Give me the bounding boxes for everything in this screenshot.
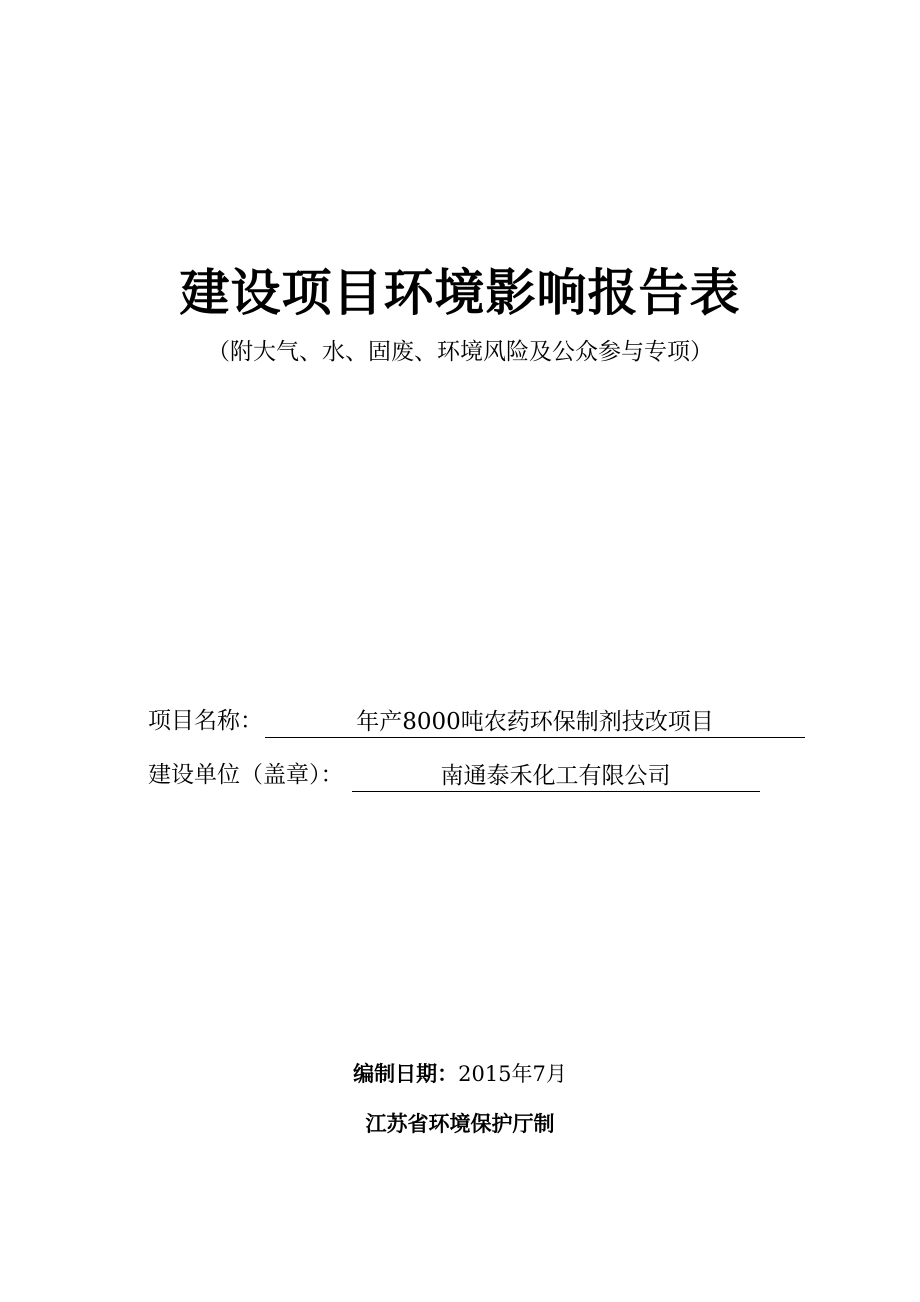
project-name-row <box>148 704 805 738</box>
project-name-label: 项目名称： <box>148 708 263 734</box>
project-name-value: 年产8000吨农药环保制剂技改项目 <box>265 707 805 738</box>
compile-date-value: 2015年7月 <box>458 1062 567 1086</box>
construction-unit-label: 建设单位（盖章）： <box>148 762 344 788</box>
compile-date-label: 编制日期： <box>353 1062 459 1086</box>
construction-unit-row <box>148 758 760 792</box>
report-subtitle: （附大气、水、固废、环境风险及公众参与专项） <box>207 339 713 365</box>
report-title: 建设项目环境影响报告表 <box>179 264 741 322</box>
issuing-authority: 江苏省环境保护厅制 <box>365 1112 555 1136</box>
compile-date <box>0 1058 920 1090</box>
construction-unit-value: 南通泰禾化工有限公司 <box>352 761 760 792</box>
